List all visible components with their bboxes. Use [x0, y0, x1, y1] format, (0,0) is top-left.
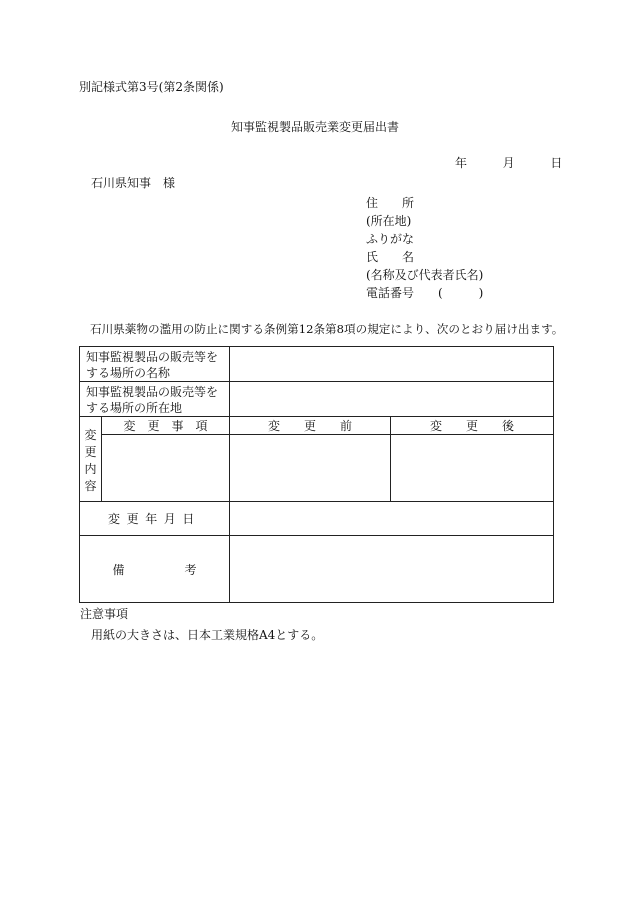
change-content-label: 変 更 内 容 — [80, 417, 102, 502]
location-address-field[interactable] — [230, 382, 554, 417]
statement-text: 石川県薬物の濫用の防止に関する条例第12条第8項の規定により、次のとおり届け出ます。 — [90, 322, 564, 336]
remarks-field[interactable] — [230, 536, 554, 603]
document-title: 知事監視製品販売業変更届出書 — [230, 120, 399, 134]
change-before-header: 変 更 前 — [230, 417, 391, 435]
date-month: 月 — [502, 156, 515, 170]
date-year: 年 — [455, 156, 468, 170]
table-row — [80, 382, 554, 417]
table-row — [80, 435, 554, 502]
table-row — [80, 347, 554, 382]
applicant-address-label: 住 所 — [366, 196, 415, 210]
table-row — [80, 502, 554, 536]
table-row — [80, 417, 554, 435]
change-after-field[interactable] — [391, 435, 554, 502]
location-name-field[interactable] — [230, 347, 554, 382]
location-name-label: 知事監視製品の販売等をする場所の名称 — [80, 347, 230, 382]
addressee: 石川県知事 様 — [91, 176, 176, 190]
form-number: 別記様式第3号(第2条関係) — [79, 80, 224, 94]
change-date-field[interactable] — [230, 502, 554, 536]
applicant-name-note: (名称及び代表者氏名) — [366, 268, 484, 282]
location-address-label: 知事監視製品の販売等をする場所の所在地 — [80, 382, 230, 417]
change-after-header: 変 更 後 — [391, 417, 554, 435]
notes-heading: 注意事項 — [80, 607, 129, 621]
applicant-location-label: (所在地) — [366, 214, 412, 228]
applicant-furigana-label: ふりがな — [366, 232, 415, 246]
date-line — [455, 156, 562, 170]
change-item-header: 変 更 事 項 — [102, 417, 230, 435]
date-day: 日 — [550, 156, 563, 170]
change-item-field[interactable] — [102, 435, 230, 502]
applicant-name-label: 氏 名 — [366, 250, 415, 264]
remarks-label: 備 考 — [80, 536, 230, 603]
change-date-label: 変更年月日 — [80, 502, 230, 536]
notes-body: 用紙の大きさは、日本工業規格A4とする。 — [91, 628, 324, 642]
table-row — [80, 536, 554, 603]
applicant-phone-label: 電話番号 ( ) — [366, 286, 484, 300]
change-form-table — [79, 346, 554, 603]
change-before-field[interactable] — [230, 435, 391, 502]
